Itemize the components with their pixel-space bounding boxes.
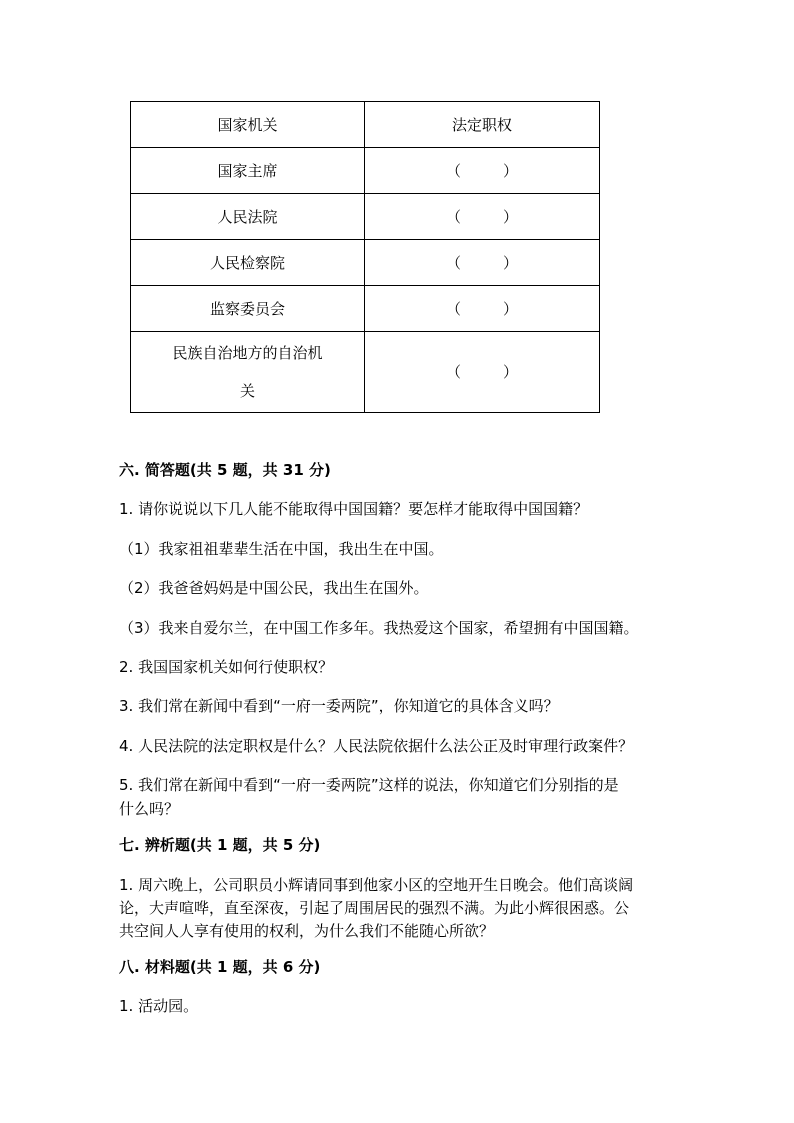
organ-cell: 人民法院 [131, 194, 365, 240]
sub-question-text: （1）我家祖祖辈辈生活在中国，我出生在中国。 [119, 540, 444, 558]
answer-blank [446, 158, 518, 184]
table-row [131, 332, 600, 413]
open-paren: （ [446, 363, 462, 381]
table-row [131, 240, 600, 286]
question-text-line: 共空间人人享有使用的权利，为什么我们不能随心所欲？ [119, 922, 495, 940]
close-paren: ） [502, 161, 518, 180]
table-header-row [131, 102, 600, 148]
sub-question-text: （3）我来自爱尔兰，在中国工作多年。我热爱这个国家，希望拥有中国国籍。 [119, 619, 639, 637]
power-blank-cell [365, 148, 600, 194]
organ-cell: 人民检察院 [131, 240, 365, 286]
sub-question-text: （2）我爸爸妈妈是中国公民，我出生在国外。 [119, 579, 429, 597]
close-paren: ） [502, 207, 518, 226]
answer-blank [446, 359, 518, 385]
question-text: 1. 请你说说以下几人能不能取得中国国籍？要怎样才能取得中国国籍？ [119, 500, 589, 518]
table-header-power: 法定职权 [365, 102, 600, 148]
open-paren: （ [446, 207, 462, 226]
open-paren: （ [446, 253, 462, 272]
organ-power-table [130, 101, 600, 413]
power-blank-cell [365, 332, 600, 413]
table-row [131, 286, 600, 332]
answer-blank [446, 296, 518, 322]
close-paren: ） [502, 299, 518, 318]
question-text: 3. 我们常在新闻中看到“一府一委两院”，你知道它的具体含义吗？ [119, 697, 559, 715]
power-blank-cell [365, 194, 600, 240]
answer-blank [446, 250, 518, 276]
question-text-line: 论，大声喧哗，直至深夜，引起了周围居民的强烈不满。为此小辉很困惑。公 [119, 899, 630, 917]
table-row [131, 148, 600, 194]
question-text: 1. 活动园。 [119, 997, 199, 1015]
question-text-line: 5. 我们常在新闻中看到“一府一委两院”这样的说法，你知道它们分别指的是 [119, 776, 619, 794]
section-heading-analysis: 七. 辨析题(共 1 题，共 5 分) [119, 836, 321, 854]
power-blank-cell [365, 240, 600, 286]
question-text-line: 什么吗？ [119, 800, 180, 818]
question-text-line: 1. 周六晚上，公司职员小辉请同事到他家小区的空地开生日晚会。他们高谈阔 [119, 876, 634, 894]
table-row [131, 194, 600, 240]
close-paren: ） [502, 253, 518, 272]
organ-cell [131, 332, 365, 413]
section-heading-short-answer: 六. 简答题(共 5 题，共 31 分) [119, 461, 331, 479]
table-header-organ: 国家机关 [131, 102, 365, 148]
question-text: 2. 我国国家机关如何行使职权？ [119, 658, 334, 676]
section-heading-material: 八. 材料题(共 1 题，共 6 分) [119, 958, 321, 976]
power-blank-cell [365, 286, 600, 332]
organ-cell-line: 民族自治地方的自治机 [172, 344, 323, 362]
open-paren: （ [446, 161, 462, 180]
organ-cell: 监察委员会 [131, 286, 365, 332]
close-paren: ） [502, 363, 518, 381]
question-text: 4. 人民法院的法定职权是什么？人民法院依据什么法公正及时审理行政案件？ [119, 737, 634, 755]
open-paren: （ [446, 299, 462, 318]
answer-blank [446, 204, 518, 230]
organ-cell: 国家主席 [131, 148, 365, 194]
organ-cell-line: 关 [239, 382, 255, 400]
